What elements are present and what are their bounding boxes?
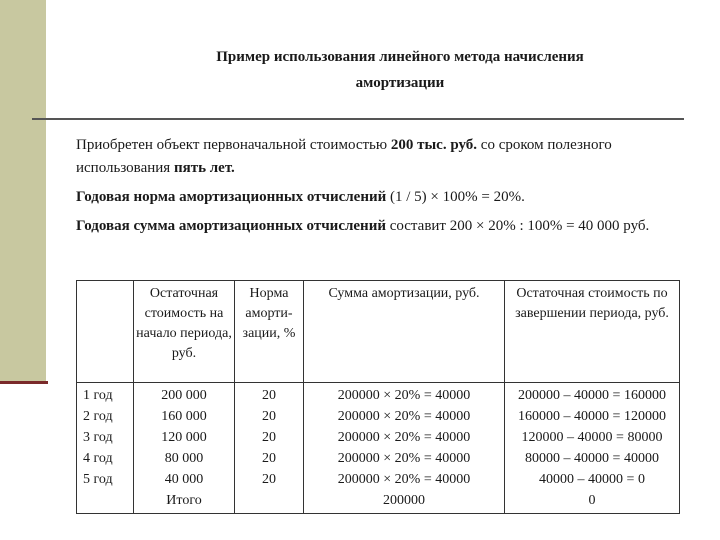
header-rate: Норма аморти-зации, % (235, 281, 304, 383)
depreciation-table (76, 280, 680, 514)
cell-year: 4 год (77, 448, 134, 469)
cell-rate: 20 (235, 383, 304, 407)
cell-amort: 200000 × 20% = 40000 (304, 383, 505, 407)
cell-amort: 200000 × 20% = 40000 (304, 448, 505, 469)
paragraph-purchase-term: пять лет. (173, 160, 235, 176)
cell-start: 200 000 (134, 383, 235, 407)
page-title (60, 44, 720, 96)
decorative-side-bar (0, 0, 46, 383)
cell-start: 120 000 (134, 427, 235, 448)
cell-rate: 20 (235, 427, 304, 448)
title-line-1: Пример использования линейного метода начисления (216, 49, 584, 65)
cell-rate: 20 (235, 469, 304, 490)
cell-year: 2 год (77, 406, 134, 427)
cell-end: 80000 – 40000 = 40000 (505, 448, 680, 469)
cell-total-end: 0 (505, 490, 680, 514)
header-end-value: Остаточная стоимость по завершении периода, руб. (505, 281, 680, 383)
table-row (77, 469, 680, 490)
table-row (77, 427, 680, 448)
paragraph-sum-label: Годовая сумма амортизационных отчислений (76, 218, 386, 234)
cell-amort: 200000 × 20% = 40000 (304, 406, 505, 427)
table-row (77, 383, 680, 407)
table-row (77, 406, 680, 427)
cell-year: 1 год (77, 383, 134, 407)
cell-amort: 200000 × 20% = 40000 (304, 469, 505, 490)
paragraph-sum-formula: составит 200 × 20% : 100% = 40 000 руб. (385, 218, 650, 234)
description-text (76, 134, 682, 244)
table-header-row (77, 281, 680, 383)
table-total-row (77, 490, 680, 514)
paragraph-sum (76, 215, 682, 238)
title-line-2: амортизации (355, 75, 445, 91)
paragraph-purchase-part1: Приобретен объект первоначальной стоимостью (76, 137, 391, 153)
paragraph-rate (76, 186, 682, 209)
cell-year: 5 год (77, 469, 134, 490)
header-amortization: Сумма амортизации, руб. (304, 281, 505, 383)
decorative-side-line (0, 381, 48, 384)
cell-total-amort: 200000 (304, 490, 505, 514)
cell-year: 3 год (77, 427, 134, 448)
cell-start: 80 000 (134, 448, 235, 469)
cell-total-rate-empty (235, 490, 304, 514)
cell-rate: 20 (235, 406, 304, 427)
cell-end: 200000 – 40000 = 160000 (505, 383, 680, 407)
paragraph-rate-label: Годовая норма амортизационных отчислений (76, 189, 387, 205)
cell-start: 40 000 (134, 469, 235, 490)
cell-year-empty (77, 490, 134, 514)
cell-end: 160000 – 40000 = 120000 (505, 406, 680, 427)
title-divider (32, 118, 684, 120)
header-year (77, 281, 134, 383)
cell-end: 40000 – 40000 = 0 (505, 469, 680, 490)
header-start-value: Остаточная стоимость на начало периода, руб. (134, 281, 235, 383)
paragraph-purchase-part2: со сроком полезного использования (76, 137, 612, 176)
table-row (77, 448, 680, 469)
paragraph-purchase-cost: 200 тыс. руб. (390, 137, 478, 153)
paragraph-purchase (76, 134, 682, 180)
cell-amort: 200000 × 20% = 40000 (304, 427, 505, 448)
cell-start: 160 000 (134, 406, 235, 427)
cell-end: 120000 – 40000 = 80000 (505, 427, 680, 448)
cell-rate: 20 (235, 448, 304, 469)
paragraph-rate-formula: (1 / 5) × 100% = 20%. (386, 189, 525, 205)
cell-total-label: Итого (134, 490, 235, 514)
